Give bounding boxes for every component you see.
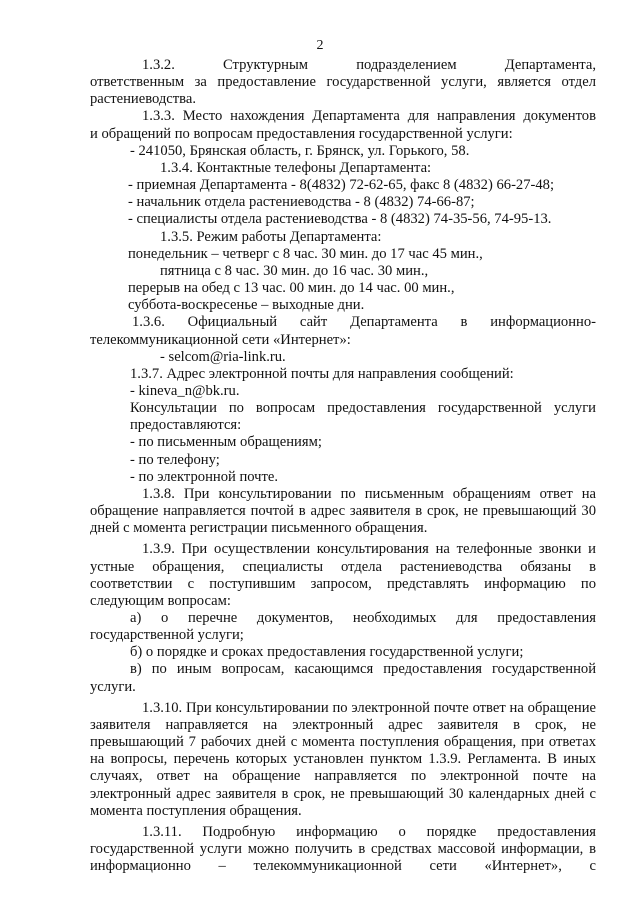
document-body <box>90 57 596 875</box>
paragraph-1-3-3-first-line: 1.3.3. Место нахождения Департамента для направления документов <box>142 108 596 125</box>
paragraph-1-3-8: 1.3.8. При консультировании по письменным обращениям ответ на обращение направляется почтой в адрес заявителя в срок, не превышающий 30 дней с момента регистрации письменного обращения. <box>90 485 596 537</box>
item-v: в) по иным вопросам, касающимся предоставления государственной услуги. <box>90 661 596 695</box>
paragraph-1-3-11: 1.3.11. Подробную информацию о порядке предоставления государственной услуги можно получить в средствах массовой информации, в информационно – телекоммуникационной сети «Интернет», с <box>90 823 596 875</box>
item-a: а) о перечне документов, необходимых для предоставления государственной услуги; <box>90 610 596 644</box>
paragraph-1-3-6-first-line: 1.3.6. Официальный сайт Департамента в информационно- <box>132 314 596 331</box>
website-link[interactable]: - selcom@ria-link.ru. <box>160 348 286 365</box>
paragraph-1-3-7: 1.3.7. Адрес электронной почты для направления сообщений: <box>130 365 514 382</box>
consultation-written: - по письменным обращениям; <box>130 434 322 451</box>
consultation-phone: - по телефону; <box>130 451 220 468</box>
paragraph-1-3-4: 1.3.4. Контактные телефоны Департамента: <box>160 159 432 176</box>
consultation-intro: Консультации по вопросам предоставления государственной услуги предоставляются: <box>130 400 596 434</box>
email-link[interactable]: - kineva_n@bk.ru. <box>130 382 240 399</box>
paragraph-1-3-6-rest: телекоммуникационной сети «Интернет»: <box>90 331 351 348</box>
phone-reception: - приемная Департамента - 8(4832) 72-62-65, факс 8 (4832) 66-27-48; <box>128 177 555 194</box>
schedule-mon-thu: понедельник – четверг с 8 час. 30 мин. до 17 час 45 мин., <box>128 245 483 262</box>
consultation-email: - по электронной почте. <box>130 468 279 485</box>
item-b: б) о порядке и сроках предоставления государственной услуги; <box>130 644 524 661</box>
paragraph-1-3-2-first-line: 1.3.2. Структурным подразделением Департамента, <box>142 57 596 73</box>
paragraph-1-3-3-rest: и обращений по вопросам предоставления государственной услуги: <box>90 125 513 142</box>
phone-head: - начальник отдела растениеводства - 8 (4832) 74-66-87; <box>128 194 475 211</box>
paragraph-1-3-2-rest: ответственным за предоставление государственной услуги, является отдел растениеводства. <box>90 74 596 108</box>
page-number: 2 <box>316 38 324 53</box>
phone-specialists: - специалисты отдела растениеводства - 8 (4832) 74-35-56, 74-95-13. <box>128 211 552 228</box>
paragraph-1-3-10: 1.3.10. При консультировании по электронной почте ответ на обращение заявителя направляется на электронный адрес заявителя в срок, не превышающий 7 рабочих дней с момента поступления обращения, при ответах на вопросы, перечень которых установлен пунктом 1.3.9. Регламента. В иных случаях, ответ на обращение направляется по электронной почте на электронный адрес заявителя в срок, не превышающий 30 календарных дней с момента поступления обращения. <box>90 699 596 819</box>
paragraph-1-3-5: 1.3.5. Режим работы Департамента: <box>160 228 382 245</box>
schedule-weekend: суббота-воскресенье – выходные дни. <box>128 297 365 314</box>
paragraph-1-3-9: 1.3.9. При осуществлении консультирования на телефонные звонки и устные обращения, специалисты отдела растениеводства обязаны в соответствии с поступившим запросом, представлять информацию по следующим вопросам: <box>90 541 596 609</box>
address-line: - 241050, Брянская область, г. Брянск, ул. Горького, 58. <box>130 142 470 159</box>
schedule-lunch: перерыв на обед с 13 час. 00 мин. до 14 час. 00 мин., <box>128 280 455 297</box>
schedule-friday: пятница с 8 час. 30 мин. до 16 час. 30 мин., <box>160 262 429 279</box>
